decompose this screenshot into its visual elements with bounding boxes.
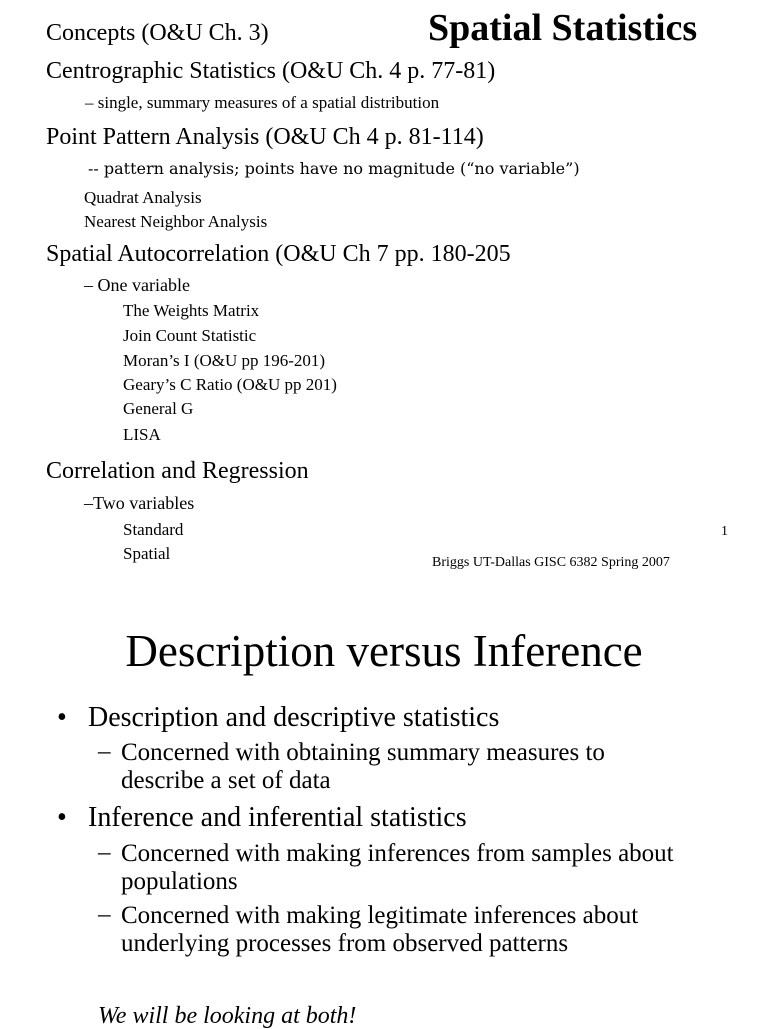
standard-item: Standard — [123, 520, 184, 539]
dash-icon: – — [98, 839, 111, 866]
list-item: LISA — [123, 425, 161, 444]
concepts-heading: Concepts (O&U Ch. 3) — [46, 20, 269, 46]
centrographic-description: – single, summary measures of a spatial distribution — [85, 93, 440, 112]
two-variables-label: –Two variables — [84, 493, 195, 513]
bullet1-sub1: Concerned with obtaining summary measures to describe a set of data — [121, 739, 605, 794]
one-variable-label: – One variable — [84, 275, 190, 295]
footer-credit: Briggs UT-Dallas GISC 6382 Spring 2007 — [432, 555, 670, 570]
dash-icon: – — [98, 901, 111, 928]
correlation-heading: Correlation and Regression — [46, 458, 309, 484]
closing-note: We will be looking at both! — [98, 1003, 357, 1029]
page-number: 1 — [721, 524, 728, 539]
centrographic-heading: Centrographic Statistics (O&U Ch. 4 p. 77-81) — [46, 58, 496, 84]
slide2-title: Description versus Inference — [125, 626, 643, 676]
slide1-title: Spatial Statistics — [428, 7, 698, 49]
bullet2-sub2: Concerned with making legitimate inferences about underlying processes from observed patterns — [121, 902, 639, 957]
quadrat-analysis: Quadrat Analysis — [84, 188, 202, 207]
list-item: The Weights Matrix — [123, 301, 260, 320]
list-item: Join Count Statistic — [123, 326, 257, 345]
list-item: Geary’s C Ratio (O&U pp 201) — [123, 375, 337, 394]
bullet-icon: • — [57, 802, 67, 833]
autocorrelation-heading: Spatial Autocorrelation (O&U Ch 7 pp. 180-205 — [46, 241, 511, 267]
bullet-inference: Inference and inferential statistics — [88, 802, 467, 833]
bullet-description: Description and descriptive statistics — [88, 702, 500, 733]
list-item: Moran’s I (O&U pp 196-201) — [123, 351, 326, 370]
nearest-neighbor-analysis: Nearest Neighbor Analysis — [84, 212, 268, 231]
point-pattern-heading: Point Pattern Analysis (O&U Ch 4 p. 81-114) — [46, 124, 484, 150]
point-pattern-description: -- pattern analysis; points have no magnitude (“no variable”) — [88, 159, 580, 178]
bullet2-sub1: Concerned with making inferences from samples about populations — [121, 840, 674, 895]
dash-icon: – — [98, 738, 111, 765]
list-item: General G — [123, 399, 194, 418]
spatial-item: Spatial — [123, 544, 171, 563]
bullet-icon: • — [57, 702, 67, 733]
